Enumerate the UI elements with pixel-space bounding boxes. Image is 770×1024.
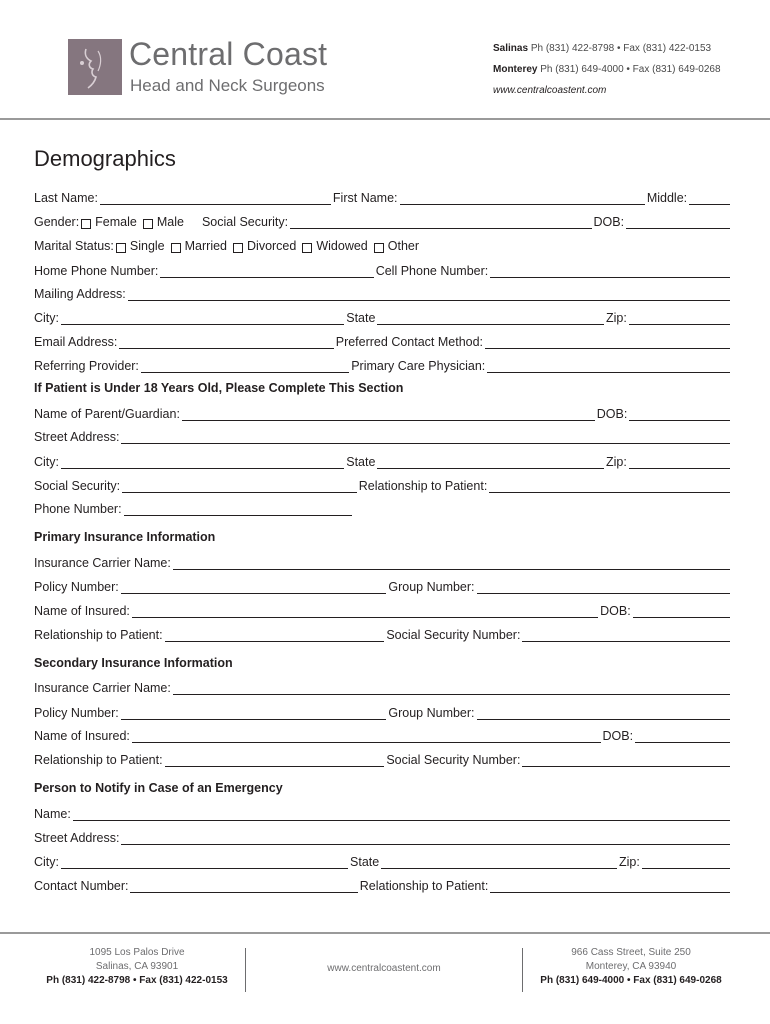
minor-section-heading: If Patient is Under 18 Years Old, Please Complete This Section: [34, 381, 404, 395]
male-checkbox[interactable]: [143, 219, 153, 229]
emergency-name-field[interactable]: [73, 808, 730, 821]
minor-phone-field[interactable]: [124, 503, 352, 516]
primary-relationship-row: Relationship to Patient: Social Security Number:: [34, 626, 732, 642]
footer-website-link[interactable]: www.centralcoastent.com: [327, 963, 441, 974]
emergency-city-row: City: State Zip:: [34, 853, 732, 869]
header-divider: [0, 118, 770, 120]
secondary-relationship-row: Relationship to Patient: Social Security Number:: [34, 751, 732, 767]
zip-field[interactable]: [629, 312, 730, 325]
single-checkbox[interactable]: [116, 243, 126, 253]
mailing-address-field[interactable]: [128, 288, 730, 301]
provider-row: Referring Provider: Primary Care Physician:: [34, 357, 732, 373]
secondary-insured-row: Name of Insured: DOB:: [34, 727, 732, 743]
dob-field[interactable]: [626, 216, 730, 229]
footer-divider: [0, 932, 770, 934]
minor-phone-row: Phone Number:: [34, 500, 354, 516]
referring-provider-field[interactable]: [141, 360, 349, 373]
salinas-contact: Salinas Ph (831) 422-8798 • Fax (831) 422-0153: [493, 43, 712, 54]
minor-street-row: Street Address:: [34, 428, 732, 444]
emergency-street-field[interactable]: [121, 832, 730, 845]
name-row: Last Name: First Name: Middle:: [34, 189, 732, 205]
state-field[interactable]: [377, 312, 604, 325]
secondary-relationship-field[interactable]: [165, 754, 385, 767]
primary-relationship-field[interactable]: [165, 629, 385, 642]
city-field[interactable]: [61, 312, 344, 325]
secondary-insured-field[interactable]: [132, 730, 601, 743]
minor-city-field[interactable]: [61, 456, 344, 469]
minor-ssn-row: Social Security: Relationship to Patient:: [34, 477, 732, 493]
minor-ssn-field[interactable]: [122, 480, 357, 493]
emergency-relationship-field[interactable]: [490, 880, 730, 893]
secondary-carrier-field[interactable]: [173, 682, 730, 695]
primary-insured-row: Name of Insured: DOB:: [34, 602, 732, 618]
brand-name: Central Coast: [129, 36, 328, 72]
home-phone-field[interactable]: [160, 265, 373, 278]
phone-row: Home Phone Number: Cell Phone Number:: [34, 262, 732, 278]
primary-care-field[interactable]: [487, 360, 730, 373]
parent-dob-field[interactable]: [629, 408, 730, 421]
secondary-carrier-row: Insurance Carrier Name:: [34, 679, 732, 695]
header-website-link[interactable]: www.centralcoastent.com: [493, 85, 607, 96]
other-checkbox[interactable]: [374, 243, 384, 253]
primary-insured-field[interactable]: [132, 605, 598, 618]
first-name-field[interactable]: [400, 192, 645, 205]
minor-zip-field[interactable]: [629, 456, 730, 469]
footer-salinas-address: 1095 Los Palos Drive Salinas, CA 93901 Ph (831) 422-8798 • Fax (831) 422-0153: [46, 947, 228, 986]
minor-city-row: City: State Zip:: [34, 453, 732, 469]
mailing-row: Mailing Address:: [34, 285, 732, 301]
gender-row: Gender: Female Male Social Security: DOB:: [34, 213, 732, 229]
emergency-zip-field[interactable]: [642, 856, 730, 869]
secondary-insurance-heading: Secondary Insurance Information: [34, 656, 233, 670]
primary-ssn-field[interactable]: [522, 629, 730, 642]
emergency-contact-row: Contact Number: Relationship to Patient:: [34, 877, 732, 893]
preferred-contact-field[interactable]: [485, 336, 730, 349]
city-row: City: State Zip:: [34, 309, 732, 325]
emergency-name-row: Name:: [34, 805, 732, 821]
last-name-field[interactable]: [100, 192, 331, 205]
primary-group-field[interactable]: [477, 581, 730, 594]
marital-row: Marital Status: Single Married Divorced Widowed Other: [34, 239, 420, 253]
emergency-state-field[interactable]: [381, 856, 617, 869]
emergency-street-row: Street Address:: [34, 829, 732, 845]
secondary-policy-row: Policy Number: Group Number:: [34, 704, 732, 720]
emergency-contact-field[interactable]: [130, 880, 357, 893]
female-checkbox[interactable]: [81, 219, 91, 229]
ssn-field[interactable]: [290, 216, 591, 229]
secondary-group-field[interactable]: [477, 707, 730, 720]
footer-separator-left: [245, 948, 246, 992]
primary-insurance-heading: Primary Insurance Information: [34, 530, 216, 544]
secondary-ssn-field[interactable]: [522, 754, 730, 767]
footer-separator-right: [522, 948, 523, 992]
widowed-checkbox[interactable]: [302, 243, 312, 253]
emergency-heading: Person to Notify in Case of an Emergency: [34, 781, 283, 795]
footer-monterey-address: 966 Cass Street, Suite 250 Monterey, CA 93940 Ph (831) 649-4000 • Fax (831) 649-0268: [540, 947, 722, 986]
email-field[interactable]: [119, 336, 333, 349]
primary-insured-dob-field[interactable]: [633, 605, 730, 618]
primary-carrier-row: Insurance Carrier Name:: [34, 554, 732, 570]
minor-state-field[interactable]: [377, 456, 604, 469]
middle-name-field[interactable]: [689, 192, 730, 205]
monterey-contact: Monterey Ph (831) 649-4000 • Fax (831) 649-0268: [493, 64, 721, 75]
page-title: Demographics: [34, 146, 176, 171]
emergency-city-field[interactable]: [61, 856, 348, 869]
logo-mark: [68, 39, 122, 95]
cell-phone-field[interactable]: [490, 265, 730, 278]
brand-tagline: Head and Neck Surgeons: [130, 76, 325, 95]
parent-row: Name of Parent/Guardian: DOB:: [34, 405, 732, 421]
married-checkbox[interactable]: [171, 243, 181, 253]
secondary-insured-dob-field[interactable]: [635, 730, 730, 743]
minor-street-field[interactable]: [121, 431, 730, 444]
email-row: Email Address: Preferred Contact Method:: [34, 333, 732, 349]
secondary-policy-field[interactable]: [121, 707, 387, 720]
divorced-checkbox[interactable]: [233, 243, 243, 253]
primary-policy-row: Policy Number: Group Number:: [34, 578, 732, 594]
primary-carrier-field[interactable]: [173, 557, 730, 570]
parent-name-field[interactable]: [182, 408, 595, 421]
primary-policy-field[interactable]: [121, 581, 387, 594]
minor-relationship-field[interactable]: [489, 480, 730, 493]
